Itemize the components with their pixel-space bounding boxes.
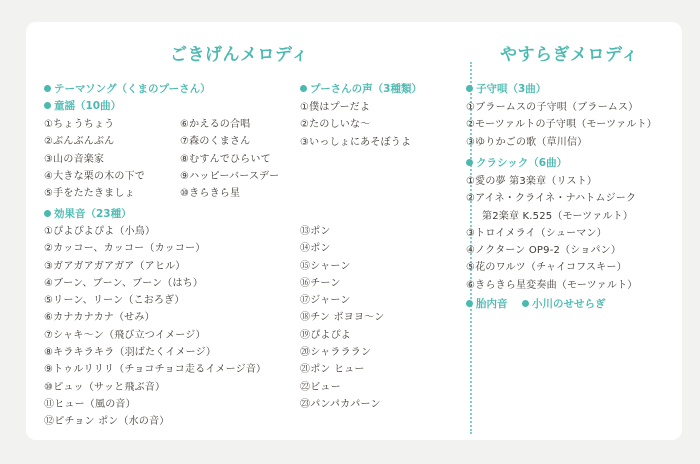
- nursery-heading-label: 童謡（10曲）: [54, 100, 122, 112]
- list-item: ⑯チーン: [300, 277, 341, 289]
- sound-effects-list-col1: [44, 223, 266, 431]
- list-item: ⑧キラキラキラ（羽ばたくイメージ）: [44, 347, 217, 359]
- list-item: ②ぶんぶんぶん: [44, 136, 115, 148]
- bullet-dot-icon: [522, 300, 529, 307]
- section-sound-effects-heading: [44, 206, 132, 223]
- list-item: ⑤リーン、リーン（こおろぎ）: [44, 295, 185, 307]
- section-classic-heading: [466, 155, 567, 172]
- title-gokigen-melody: ごきげんメロディ: [170, 45, 309, 65]
- list-item: ④ブーン、ブーン、ブーン（はち）: [44, 277, 204, 289]
- title-yasuragi-melody: やすらぎメロディ: [500, 45, 639, 65]
- list-item: ㉒ビュー: [300, 381, 341, 393]
- list-item: ⑭ポン: [300, 243, 331, 255]
- sound-effects-heading-label: 効果音（23種）: [54, 208, 132, 220]
- list-item: ⑨トゥルリリリ（チョコチョコ走るイメージ音）: [44, 364, 267, 376]
- section-womb-sound: [466, 296, 508, 313]
- nursery-list-col2: [180, 116, 279, 202]
- section-lullaby-heading: [466, 81, 546, 98]
- sound-effects-list-col2: [300, 223, 384, 413]
- section-pooh-voice-heading: [300, 81, 422, 98]
- list-item: ⑨ハッピーバースデー: [180, 170, 280, 182]
- bullet-dot-icon: [466, 300, 473, 307]
- list-item: ⑪ヒュー（風の音）: [44, 398, 136, 410]
- list-item: ①ぴよぴよぴよ（小鳥）: [44, 226, 156, 237]
- list-item: ③いっしょにあそぼうよ: [300, 136, 412, 148]
- pooh-voice-heading-label: プーさんの声（3種類）: [310, 83, 422, 95]
- list-item: ⑥きらきら星変奏曲（モーツァルト）: [466, 279, 638, 291]
- list-item: ⑥カナカナカナ（せみ）: [44, 312, 155, 324]
- bullet-dot-icon: [44, 85, 51, 92]
- bullet-dot-icon: [466, 85, 473, 92]
- womb-sound-label: 胎内音: [476, 298, 508, 310]
- list-item: ⑩きらきら星: [180, 188, 241, 200]
- list-item: ①ちょうちょう: [44, 119, 115, 130]
- list-item: ③ゆりかごの歌（草川信）: [466, 136, 588, 148]
- list-item: ②アイネ・クライネ・ナハトムジーク: [466, 193, 637, 205]
- list-item: ⑦シャキ〜ン（飛び立つイメージ）: [44, 329, 206, 341]
- theme-song-label: テーマソング（くまのプーさん）: [54, 83, 211, 95]
- list-item: ②たのしいな〜: [300, 119, 371, 131]
- brook-sound-label: 小川のせせらぎ: [532, 298, 606, 310]
- list-item: ⑲ぴよぴよ: [300, 329, 351, 341]
- lullaby-heading-label: 子守唄（3曲）: [476, 83, 547, 95]
- list-item: ④ノクターン OP9-2（ショパン）: [466, 245, 622, 257]
- list-item: ⑤手をたたきましょ: [44, 188, 135, 200]
- nursery-list-col1: [44, 116, 145, 202]
- section-nursery-heading: [44, 98, 121, 115]
- list-item: ①僕はプーだよ: [300, 102, 371, 113]
- list-item: ㉓パンパカパーン: [300, 398, 381, 410]
- classic-list: [466, 173, 637, 294]
- section-brook-sound: [522, 296, 606, 313]
- bullet-dot-icon: [44, 210, 51, 217]
- list-item: ⑫ピチョン ポン（水の音）: [44, 416, 170, 428]
- list-item: ㉑ポン ヒュー: [300, 364, 365, 376]
- list-item: ⑮シャーン: [300, 260, 351, 272]
- list-item: ⑦森のくまさん: [180, 136, 251, 148]
- list-item: ⑩ピュッ（サッと飛ぶ音）: [44, 381, 166, 393]
- classic-heading-label: クラシック（6曲）: [476, 157, 568, 169]
- pooh-voice-list: [300, 99, 411, 151]
- list-item: ⑤花のワルツ（チャイコフスキー）: [466, 262, 627, 274]
- list-item: ②モーツァルトの子守唄（モーツァルト）: [466, 119, 657, 131]
- section-theme-song: [44, 81, 211, 98]
- list-item: ③トロイメライ（シューマン）: [466, 227, 607, 239]
- list-item: ③ガアガアガアガア（アヒル）: [44, 260, 186, 272]
- lullaby-list: [466, 99, 657, 151]
- list-item: ⑳シャラララン: [300, 347, 372, 359]
- bullet-dot-icon: [44, 102, 51, 109]
- list-item: ①愛の夢 第3楽章（リスト）: [466, 176, 598, 187]
- bullet-dot-icon: [300, 85, 307, 92]
- list-item: ⑰ジャーン: [300, 295, 351, 307]
- list-item-continuation: 第2楽章 K.525（モーツァルト）: [482, 210, 634, 222]
- list-item: ⑱チン ボヨヨ〜ン: [300, 312, 385, 324]
- list-item: ④大きな栗の木の下で: [44, 170, 145, 182]
- list-item: ⑥かえるの合唱: [180, 119, 251, 130]
- bullet-dot-icon: [466, 159, 473, 166]
- list-item: ①ブラームスの子守唄（ブラームス）: [466, 102, 639, 113]
- list-item: ⑧むすんでひらいて: [180, 153, 271, 165]
- list-item: ②カッコー、カッコー（カッコー）: [44, 243, 206, 255]
- list-item: ③山の音楽家: [44, 153, 105, 165]
- list-item: ⑬ポン: [300, 226, 331, 237]
